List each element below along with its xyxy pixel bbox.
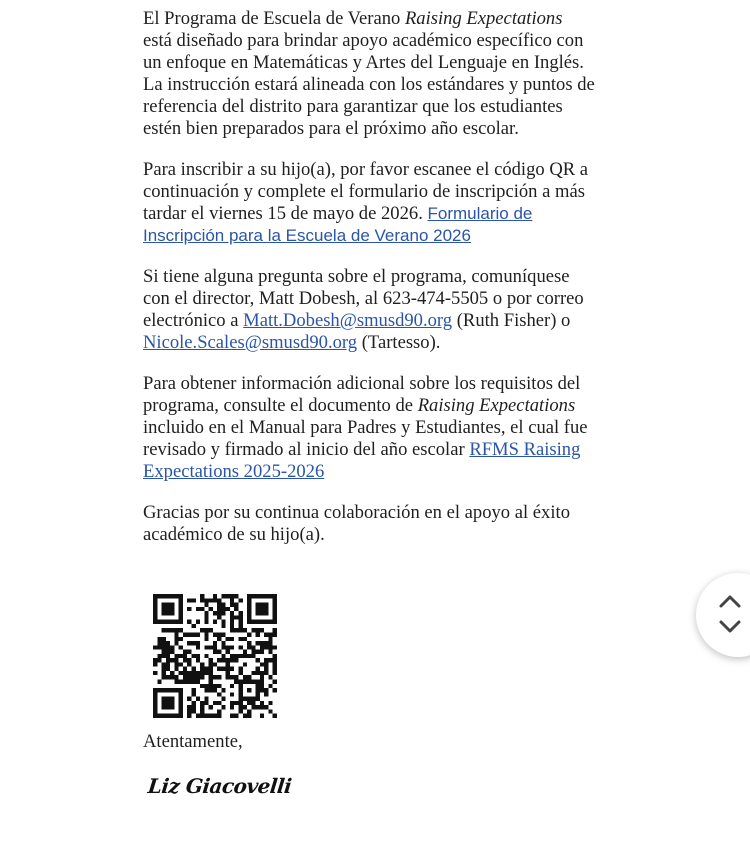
contact-text-end: (Tartesso). [357,332,441,353]
closing-text: Atentamente, [143,731,243,752]
program-name-italic: Raising Expectations [404,8,563,29]
handbook-link[interactable]: RFMS Raising Expectations 2025-2026 [143,439,581,482]
registration-form-link[interactable]: Formulario de Inscripción para la Escuela de Verano 2026 [143,204,533,245]
scroll-control[interactable] [696,573,750,657]
letter-body [143,8,595,565]
requirements-text-start: Para obtener información adicional sobre los requisitos del programa, consulte el documento de [143,373,581,416]
requirements-text-end: incluido en el Manual para Padres y Estudiantes, el cual fue revisado y firmado al inicio del año escolar [143,417,588,460]
intro-text-end: está diseñado para brindar apoyo académico específico con un enfoque en Matemáticas y Artes del Lenguaje en Inglés. La instrucción estará alineada con los estándares y puntos de referencia del distrito para garantizar que los estudiantes estén bien preparados para el próximo año escolar. [143,30,595,139]
chevron-up-icon[interactable] [718,593,742,609]
paragraph-registration [143,159,595,247]
program-name-italic: Raising Expectations [417,395,576,416]
contact-text-between: (Ruth Fisher) o [452,310,571,331]
paragraph-requirements [143,373,595,483]
paragraph-contact [143,266,595,354]
paragraph-intro [143,8,595,140]
email-link-dobesh[interactable]: Matt.Dobesh@smusd90.org [243,310,453,331]
thanks-text: Gracias por su continua colaboración en el apoyo al éxito académico de su hijo(a). [143,502,570,545]
intro-text-start: El Programa de Escuela de Verano [143,8,405,29]
registration-text: Para inscribir a su hijo(a), por favor escanee el código QR a continuación y complete el formulario de inscripción a más tardar el viernes 15 de mayo de 2026. [143,159,589,224]
chevron-down-icon[interactable] [718,619,742,635]
paragraph-thanks [143,502,595,546]
qr-code-icon[interactable] [153,594,277,718]
signature: Liz Giacovelli [146,774,293,798]
contact-text: Si tiene alguna pregunta sobre el programa, comuníquese con el director, Matt Dobesh, al 623-474-5505 o por correo electrónico a [143,266,584,331]
email-link-scales[interactable]: Nicole.Scales@smusd90.org [143,332,358,353]
